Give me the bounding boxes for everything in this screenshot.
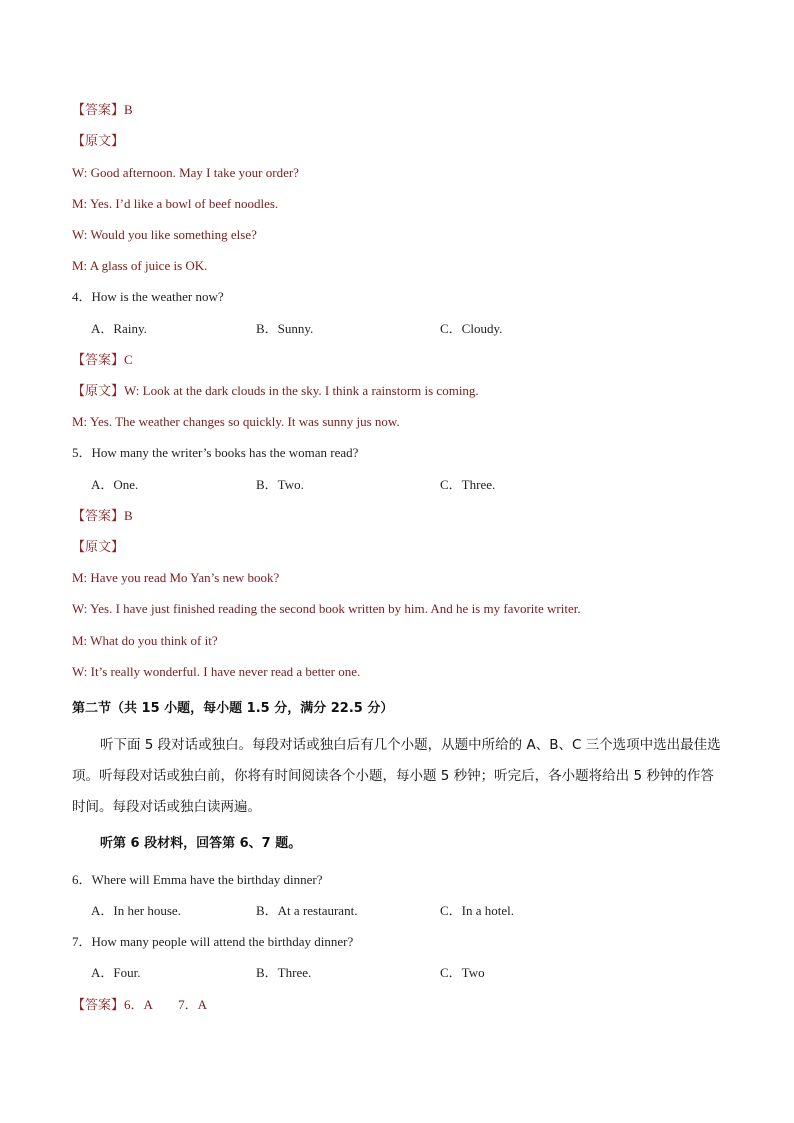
question-5: 5．How many the writer’s books has the woman read?: [72, 445, 359, 460]
answer-line: 【答案】B: [72, 102, 133, 117]
q4-transcript-line: M: Yes. The weather changes so quickly. It was sunny jus now.: [72, 414, 400, 429]
transcript-line: M: Yes. I’d like a bowl of beef noodles.: [72, 196, 279, 211]
q5-transcript-line: M: What do you think of it?: [72, 633, 218, 648]
q6-option-b: B．At a restaurant.: [256, 903, 358, 918]
section-instructions: 听下面 5 段对话或独白。每段对话或独白后有几个小题，从题中所给的 A、B、C 三个选项中选出最佳选项。听每段对话或独白前，你将有时间阅读各个小题，每小题 5 秒钟；听完后，各小题将给出 5 秒钟的作答时间。每段对话或独白读两遍。: [72, 737, 721, 815]
question-4: 4．How is the weather now?: [72, 289, 224, 304]
q5-transcript-label: 【原文】: [72, 539, 125, 554]
transcript-line: W: Would you like something else?: [72, 227, 257, 242]
q7-option-b: B．Three.: [256, 965, 312, 980]
q5-transcript-line: W: It’s really wonderful. I have never read a better one.: [72, 664, 361, 679]
q4-transcript-line: 【原文】W: Look at the dark clouds in the sky. I think a rainstorm is coming.: [72, 383, 479, 398]
q4-answer: 【答案】C: [72, 352, 133, 367]
q5-option-a: A．One.: [91, 477, 139, 492]
q7-option-a: A．Four.: [91, 965, 141, 980]
q5-option-b: B．Two.: [256, 477, 304, 492]
q5-transcript-line: M: Have you read Mo Yan’s new book?: [72, 570, 280, 585]
final-answer: 【答案】6．A 7．A: [72, 997, 208, 1012]
q5-transcript-line: W: Yes. I have just finished reading the second book written by him. And he is my favorite writer.: [72, 601, 581, 616]
section-heading: 第二节（共 15 小题，每小题 1.5 分，满分 22.5 分）: [72, 701, 394, 716]
transcript-line: M: A glass of juice is OK.: [72, 258, 208, 273]
question-7: 7．How many people will attend the birthday dinner?: [72, 934, 354, 949]
transcript-label: 【原文】: [72, 133, 125, 148]
listening-sub-heading: 听第 6 段材料，回答第 6、7 题。: [100, 836, 302, 851]
question-6: 6．Where will Emma have the birthday dinner?: [72, 872, 323, 887]
q4-option-c: C．Cloudy.: [440, 321, 503, 336]
transcript-line: W: Good afternoon. May I take your order?: [72, 165, 299, 180]
q7-option-c: C．Two: [440, 965, 485, 980]
q4-option-a: A．Rainy.: [91, 321, 147, 336]
q5-option-c: C．Three.: [440, 477, 496, 492]
q5-answer: 【答案】B: [72, 508, 133, 523]
q4-option-b: B．Sunny.: [256, 321, 314, 336]
q6-option-a: A．In her house.: [91, 903, 181, 918]
q6-option-c: C．In a hotel.: [440, 903, 515, 918]
